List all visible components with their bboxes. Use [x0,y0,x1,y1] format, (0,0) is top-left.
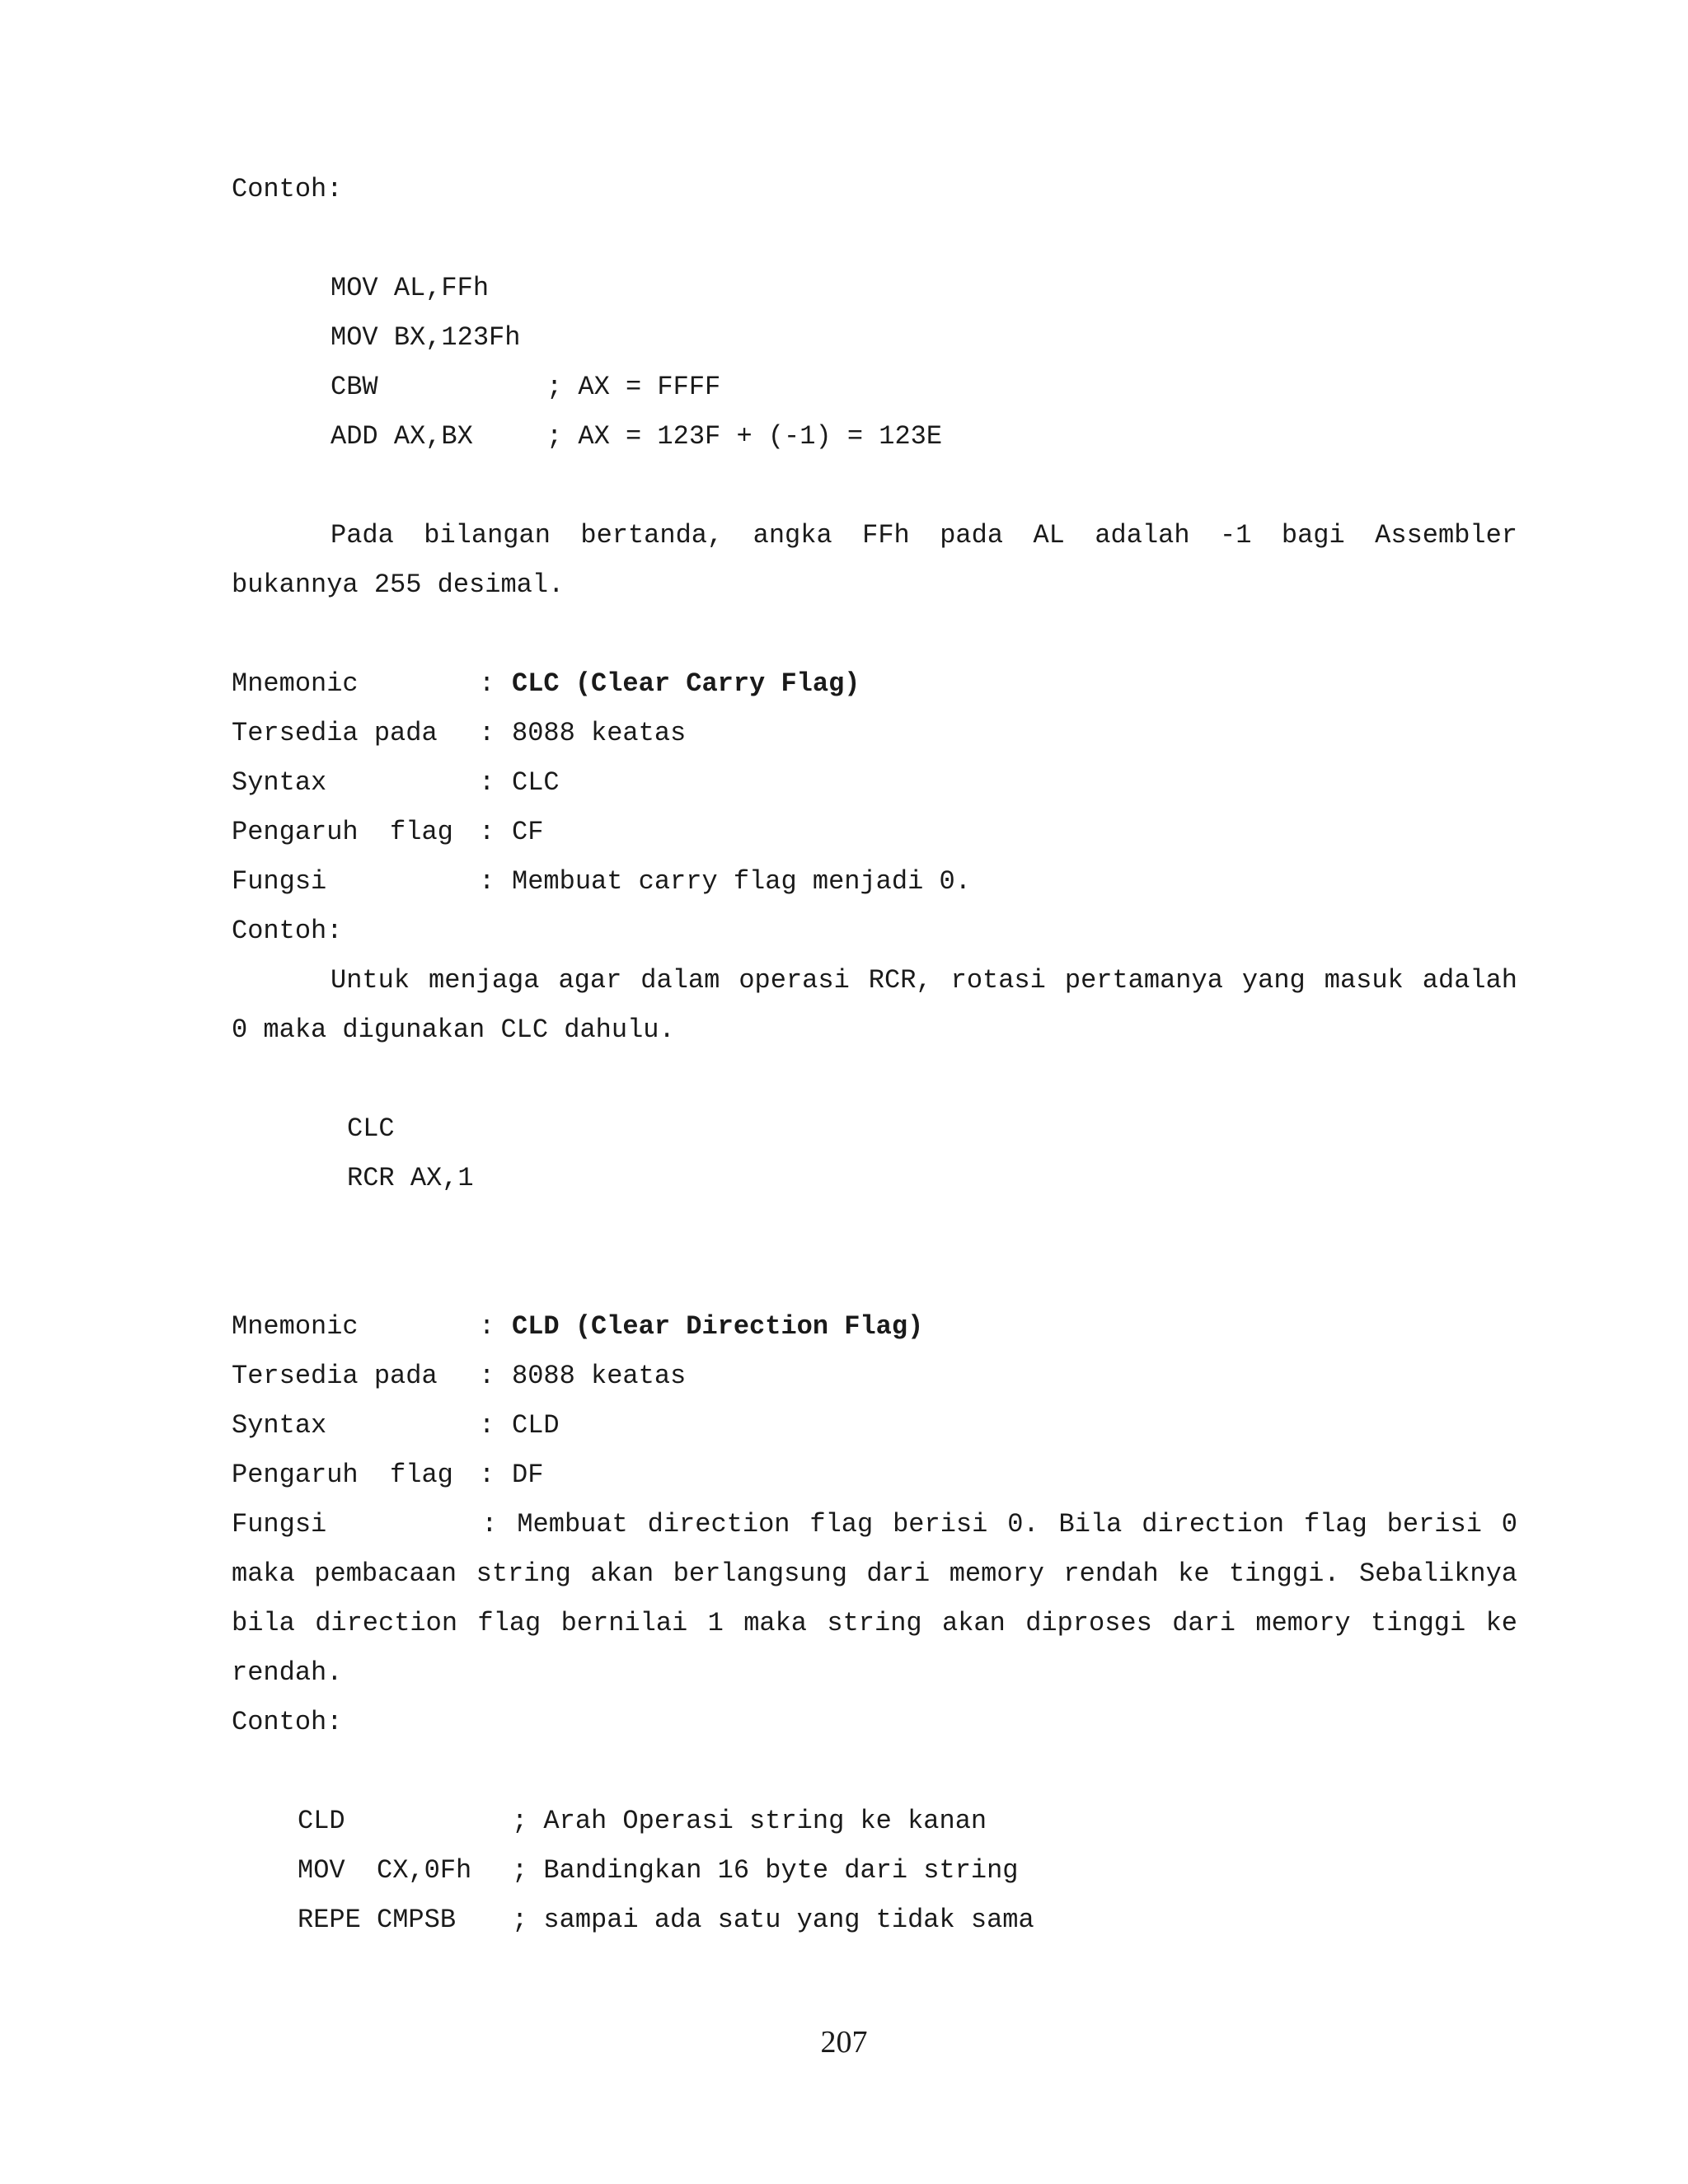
clc-syntax-row [232,758,1517,808]
cld-mnemonic-row [232,1302,1517,1352]
code-line [232,313,1517,363]
code-line [232,1797,1517,1846]
code-comment: ; Bandingkan 16 byte dari string [512,1855,1019,1886]
field-separator: : [479,817,495,847]
code-line [232,264,1517,313]
field-label: Pengaruh flag [232,817,453,847]
field-label: Mnemonic [232,1311,359,1342]
cld-pengaruh-row [232,1451,1517,1500]
code-instruction: CBW [331,372,378,402]
intro-contoh-label: Contoh: [232,174,343,204]
page-number: 207 [820,2025,868,2060]
field-value: CLC [512,767,560,798]
code-line [232,363,1517,412]
field-separator: : [479,668,495,699]
clc-tersedia-row [232,709,1517,758]
code-instruction: CLD [298,1806,345,1836]
cld-mnemonic-value: CLD (Clear Direction Flag) [512,1311,924,1342]
code-line: CLC [347,1113,395,1144]
field-value: DF [512,1460,544,1490]
code-line [232,412,1517,462]
cld-fungsi-text: Membuat direction flag berisi 0. Bila direction flag berisi 0 maka pembacaan string akan berlangsung dari memory rendah ke tinggi. Sebaliknya bila direction flag bernilai 1 maka string akan diproses dari memory tinggi ke rendah. [232,1509,1518,1688]
field-value: Membuat carry flag menjadi 0. [512,866,971,897]
clc-mnemonic-value: CLC (Clear Carry Flag) [512,668,860,699]
code-comment: ; AX = 123F + (-1) = 123E [546,421,943,452]
code-comment: ; Arah Operasi string ke kanan [512,1806,987,1836]
code-line [232,1896,1517,1945]
field-label: Fungsi [232,1509,327,1540]
field-separator: : [481,1509,498,1540]
cld-contoh-label: Contoh: [232,1707,343,1737]
field-separator: : [479,718,495,748]
field-separator: : [479,1460,495,1490]
code-instruction: MOV BX,123Fh [331,322,521,353]
code-comment: ; sampai ada satu yang tidak sama [512,1905,1034,1935]
clc-mnemonic-row [232,659,1517,709]
field-label: Pengaruh flag [232,1460,453,1490]
clc-fungsi-row [232,857,1517,907]
field-label: Fungsi [232,866,327,897]
field-label: Tersedia pada [232,718,438,748]
cld-fungsi-paragraph [232,1500,1517,1698]
clc-paragraph: Untuk menjaga agar dalam operasi RCR, rotasi pertamanya yang masuk adalah 0 maka digunakan CLC dahulu. [232,965,1517,1045]
field-label: Tersedia pada [232,1361,438,1391]
code-line: RCR AX,1 [347,1163,474,1193]
field-value: 8088 keatas [512,1361,687,1391]
document-page [232,165,1517,1945]
field-value: 8088 keatas [512,718,687,748]
code-instruction: MOV CX,0Fh [298,1855,472,1886]
code-instruction: REPE CMPSB [298,1905,457,1935]
field-label: Mnemonic [232,668,359,699]
cld-tersedia-row [232,1352,1517,1401]
clc-contoh-label: Contoh: [232,916,343,946]
clc-pengaruh-row [232,808,1517,857]
intro-paragraph: Pada bilangan bertanda, angka FFh pada AL adalah -1 bagi Assembler bukannya 255 desimal. [232,520,1517,600]
field-separator: : [479,1361,495,1391]
cld-syntax-row [232,1401,1517,1451]
code-instruction: MOV AL,FFh [331,273,490,303]
field-separator: : [479,767,495,798]
field-separator: : [479,1311,495,1342]
field-label: Syntax [232,767,327,798]
code-comment: ; AX = FFFF [546,372,721,402]
field-separator: : [479,866,495,897]
code-line [232,1846,1517,1896]
field-value: CF [512,817,544,847]
field-separator: : [479,1410,495,1441]
field-value: CLD [512,1410,560,1441]
field-label: Syntax [232,1410,327,1441]
code-instruction: ADD AX,BX [331,421,473,452]
